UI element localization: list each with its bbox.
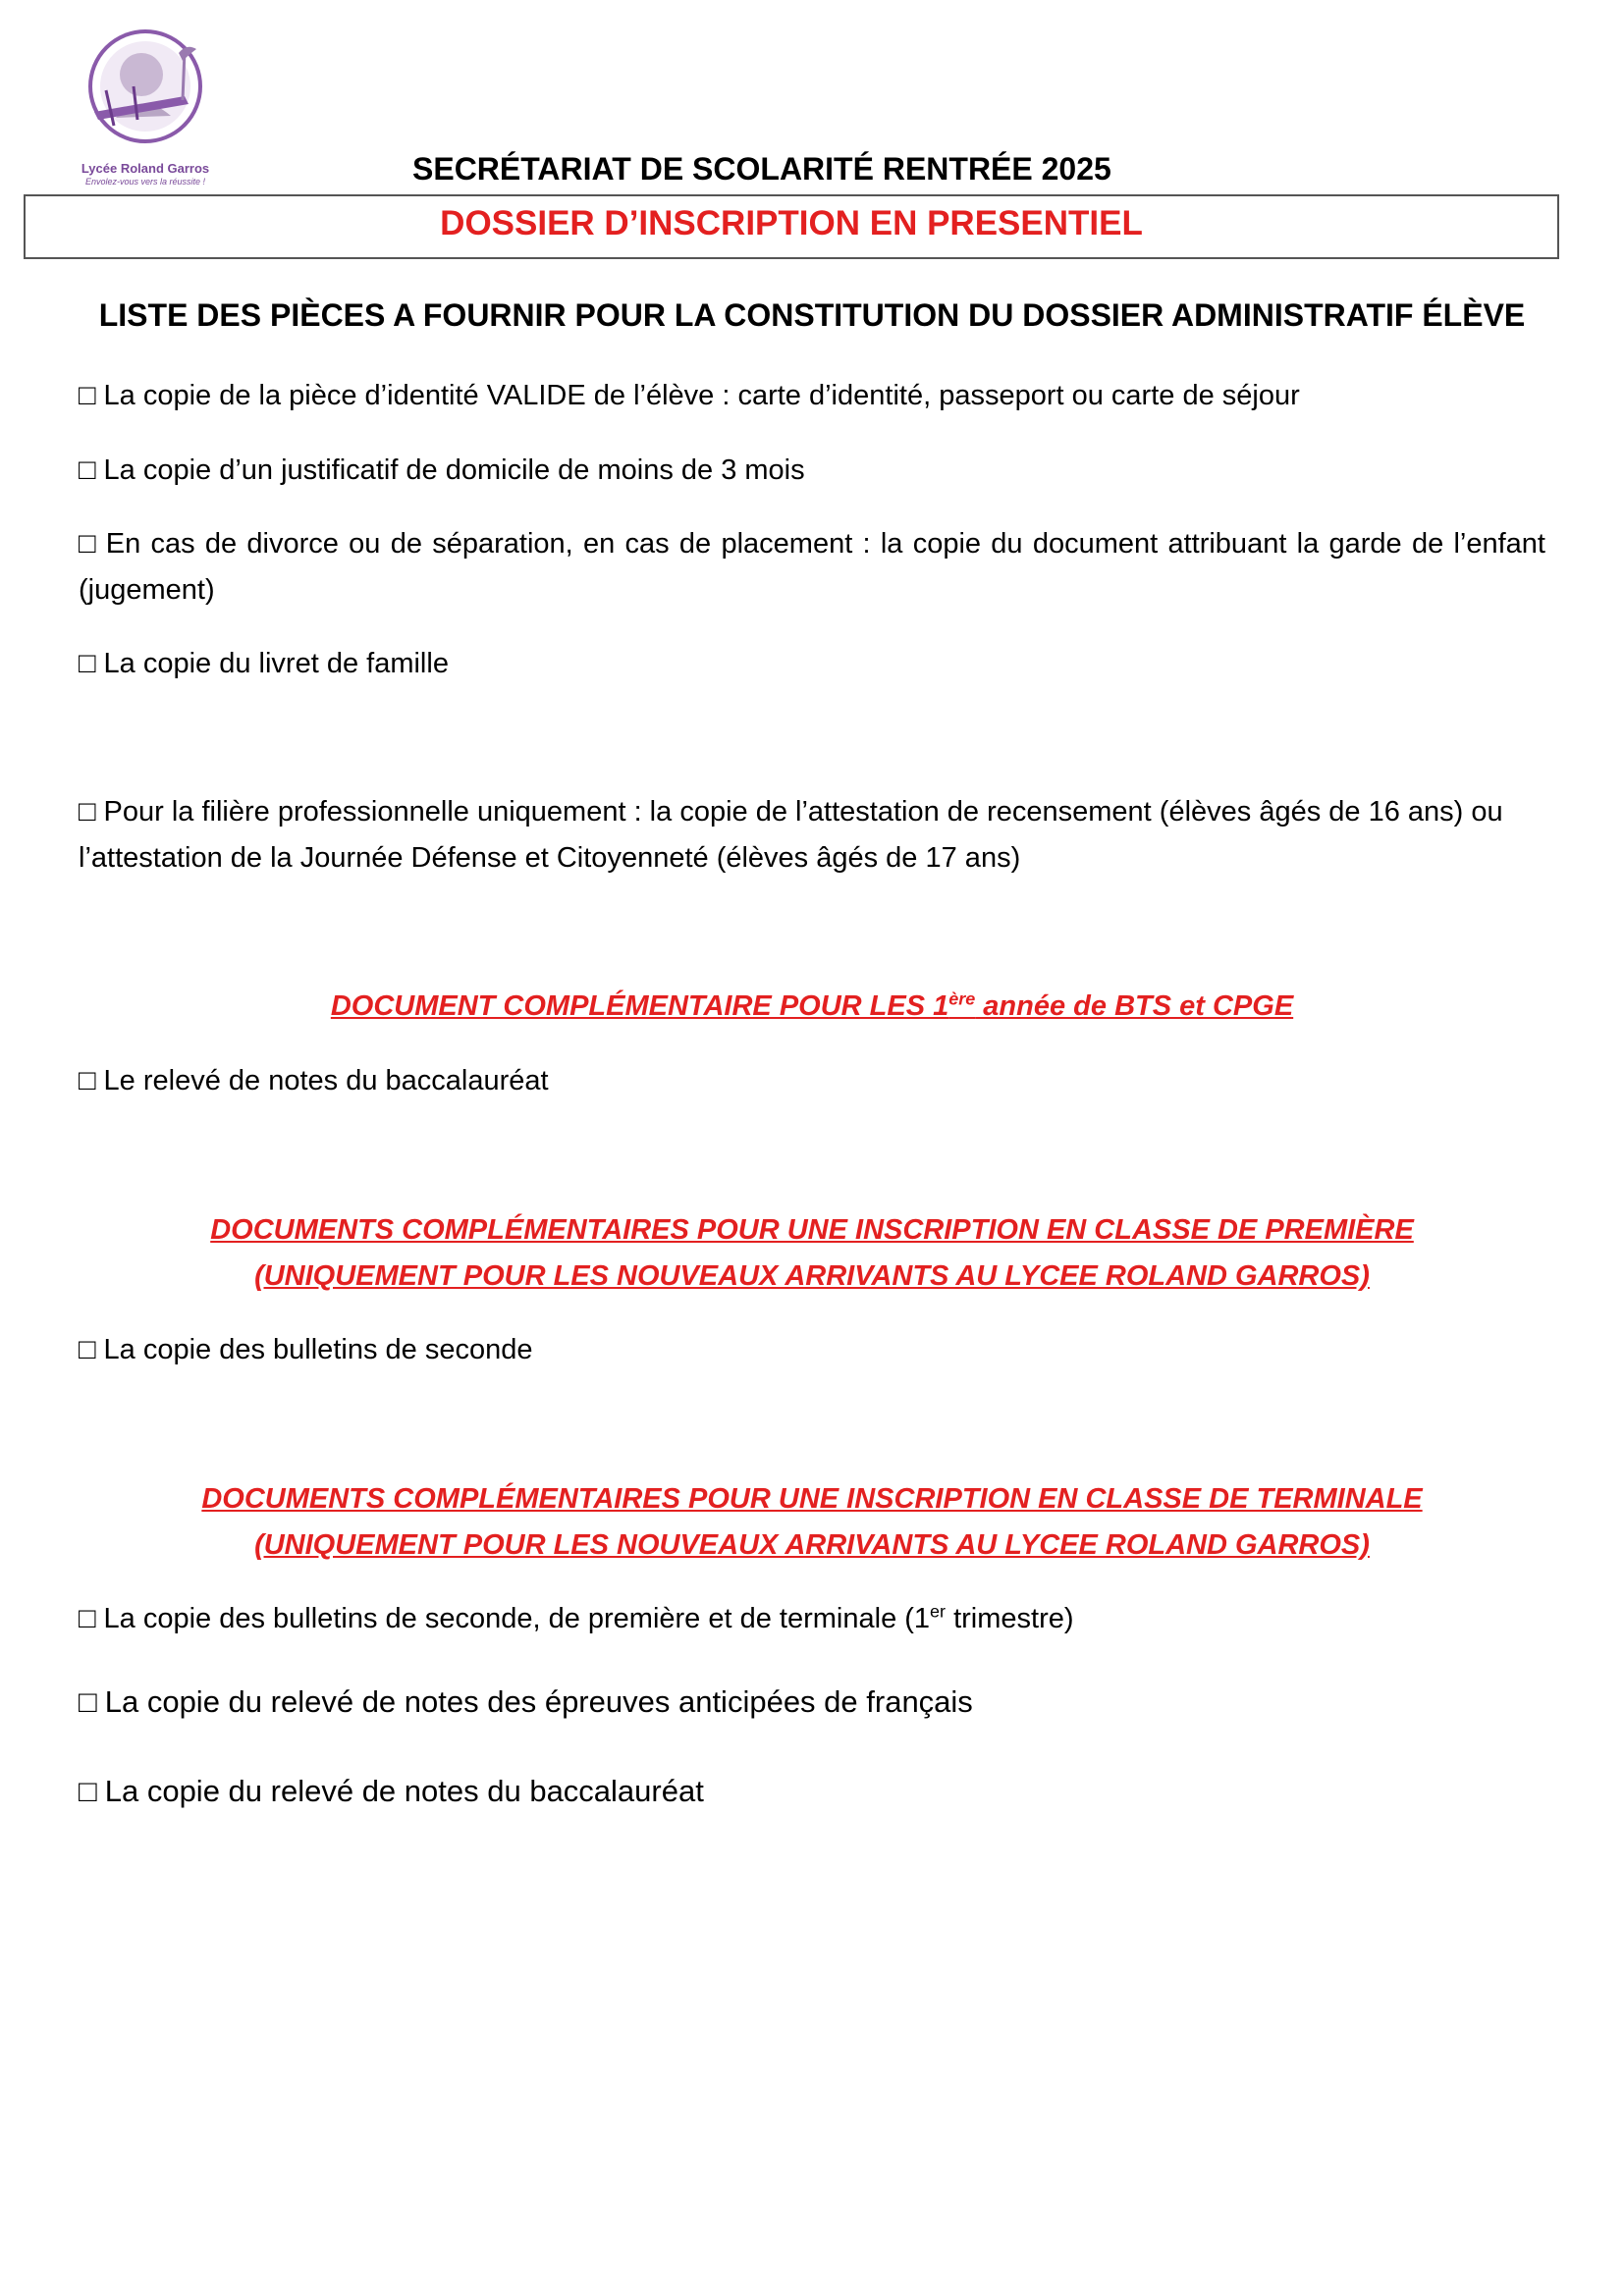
list-item	[79, 641, 1545, 687]
logo-emblem	[77, 22, 214, 159]
item-superscript: er	[930, 1601, 947, 1622]
checkbox-icon: □	[79, 1684, 97, 1719]
list-item	[79, 1327, 1545, 1373]
page-title: SECRÉTARIAT DE SCOLARITÉ RENTRÉE 2025	[412, 151, 1111, 187]
list-item	[79, 789, 1545, 881]
title-banner	[24, 194, 1559, 259]
item-text: Pour la filière professionnelle uniquement : la copie de l’attestation de recensement (élèves âgés de 16 ans) ou l’attestation de la Journée Défense et Citoyenneté (élèves âgés de 17 ans)	[79, 796, 1503, 874]
checkbox-icon: □	[79, 796, 96, 828]
item-text: La copie du livret de famille	[103, 648, 449, 679]
list-item	[79, 373, 1545, 419]
list-heading: LISTE DES PIÈCES A FOURNIR POUR LA CONSTITUTION DU DOSSIER ADMINISTRATIF ÉLÈVE	[98, 297, 1526, 333]
logo-school-name: Lycée Roland Garros	[81, 161, 210, 176]
item-text: La copie des bulletins de seconde, de première et de terminale (1	[103, 1603, 931, 1634]
list-item	[79, 1058, 1545, 1104]
item-text: trimestre)	[946, 1603, 1074, 1634]
checkbox-icon: □	[79, 380, 96, 411]
section-heading-premiere-line2: (UNIQUEMENT POUR LES NOUVEAUX ARRIVANTS AU LYCEE ROLAND GARROS)	[254, 1260, 1370, 1292]
item-text: Le relevé de notes du baccalauréat	[103, 1065, 549, 1096]
item-text: La copie d’un justificatif de domicile de moins de 3 mois	[103, 454, 805, 486]
list-item	[79, 1679, 1545, 1725]
item-text: En cas de divorce ou de séparation, en cas de placement : la copie du document attribuant la garde de l’enfant (jugement)	[79, 528, 1545, 606]
heading-text: année de BTS et CPGE	[975, 990, 1294, 1022]
checkbox-icon: □	[79, 1603, 96, 1634]
section-heading-bts	[0, 984, 1624, 1030]
heading-text: DOCUMENT COMPLÉMENTAIRE POUR LES 1	[330, 990, 949, 1022]
checkbox-icon: □	[79, 1065, 96, 1096]
school-logo	[77, 22, 214, 187]
checkbox-icon: □	[79, 648, 96, 679]
checkbox-icon: □	[79, 1774, 97, 1808]
logo-motto: Envolez-vous vers la réussite !	[84, 177, 206, 187]
item-text: La copie du relevé de notes du baccalauréat	[104, 1774, 704, 1808]
item-text: La copie du relevé de notes des épreuves anticipées de français	[104, 1684, 973, 1719]
list-item	[79, 448, 1545, 494]
checkbox-icon: □	[79, 528, 98, 560]
checkbox-icon: □	[79, 454, 96, 486]
section-heading-premiere-line1: DOCUMENTS COMPLÉMENTAIRES POUR UNE INSCRIPTION EN CLASSE DE PREMIÈRE	[210, 1214, 1414, 1246]
list-item	[79, 1596, 1545, 1642]
item-text: La copie des bulletins de seconde	[103, 1334, 533, 1365]
list-item	[79, 1768, 1545, 1814]
banner-title: DOSSIER D’INSCRIPTION EN PRESENTIEL	[440, 204, 1143, 242]
list-item	[79, 521, 1545, 614]
checkbox-icon: □	[79, 1334, 96, 1365]
item-text: La copie de la pièce d’identité VALIDE de l’élève : carte d’identité, passeport ou carte de séjour	[103, 380, 1300, 411]
heading-superscript: ère	[948, 988, 976, 1009]
section-heading-terminale-line2: (UNIQUEMENT POUR LES NOUVEAUX ARRIVANTS AU LYCEE ROLAND GARROS)	[254, 1529, 1370, 1561]
section-heading-terminale-line1: DOCUMENTS COMPLÉMENTAIRES POUR UNE INSCRIPTION EN CLASSE DE TERMINALE	[201, 1483, 1423, 1515]
